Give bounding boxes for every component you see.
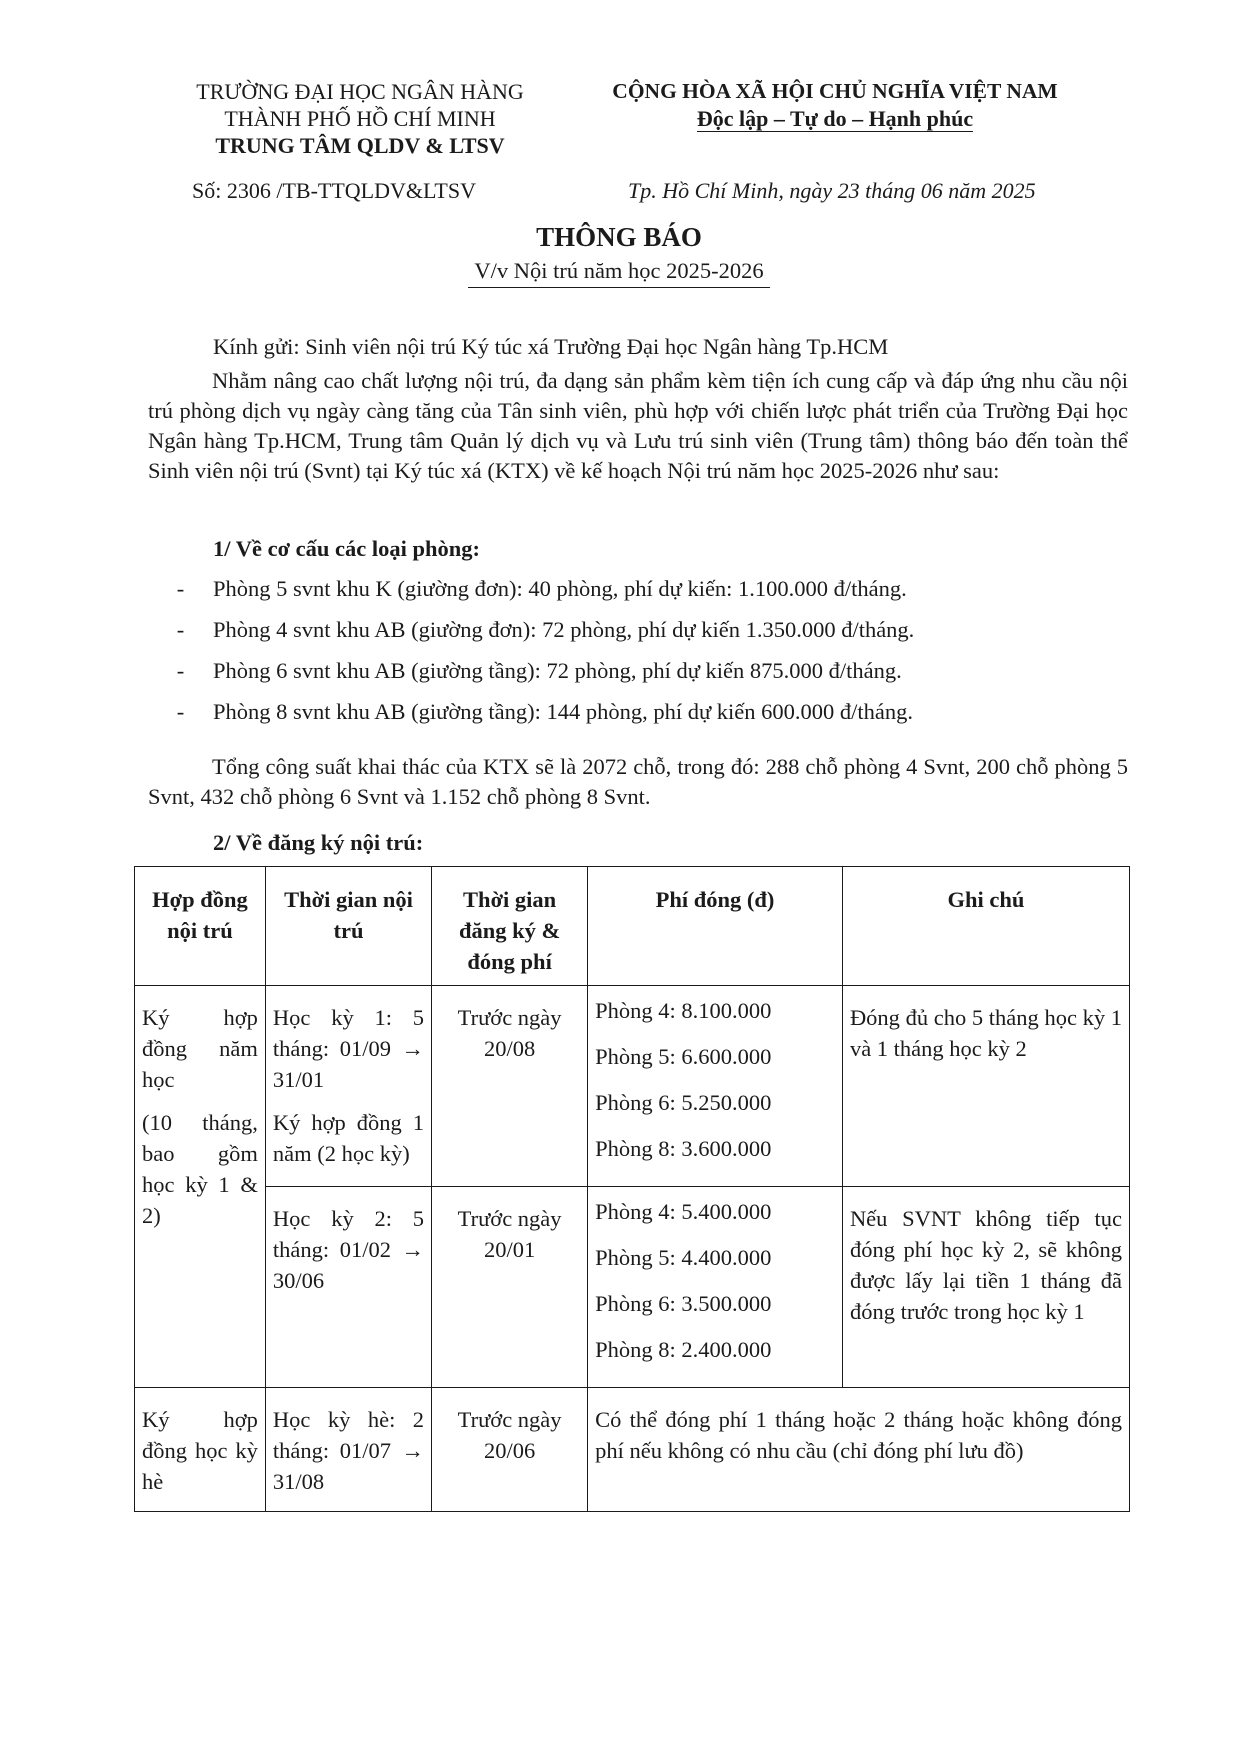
list-item xyxy=(148,699,1138,740)
cell-period-summer: Học kỳ hè: 2 tháng: 01/07 → 31/08 xyxy=(265,1388,431,1512)
fee-room-5: Phòng 5: 6.600.000 xyxy=(595,1044,772,1069)
cell-deadline-hk1: Trước ngày 20/08 xyxy=(432,986,588,1187)
cell-note-hk2: Nếu SVNT không tiếp tục đóng phí học kỳ 2, sẽ không được lấy lại tiền 1 tháng đã đóng trước trong học kỳ 1 xyxy=(842,1187,1129,1388)
list-item-text: Phòng 6 svnt khu AB (giường tầng): 72 phòng, phí dự kiến 875.000 đ/tháng. xyxy=(213,658,902,683)
list-item-text: Phòng 8 svnt khu AB (giường tầng): 144 phòng, phí dự kiến 600.000 đ/tháng. xyxy=(213,699,914,724)
list-item-text: Phòng 5 svnt khu K (giường đơn): 40 phòng, phí dự kiến: 1.100.000 đ/tháng. xyxy=(213,576,907,601)
dash-bullet: - xyxy=(176,658,185,683)
fee-room-8: Phòng 8: 2.400.000 xyxy=(595,1337,772,1362)
contract-year-note: (10 tháng, bao gồm học kỳ 1 & 2) xyxy=(142,1110,258,1228)
table-header-row xyxy=(135,867,1130,986)
list-item xyxy=(148,576,1138,617)
issuing-organization xyxy=(140,78,580,159)
fee-room-4: Phòng 4: 5.400.000 xyxy=(595,1199,772,1224)
document-number: Số: 2306 /TB-TTQLDV&LTSV xyxy=(192,178,476,203)
document-title: THÔNG BÁO xyxy=(536,222,702,252)
cell-contract-summer: Ký hợp đồng học kỳ hè xyxy=(135,1388,266,1512)
cell-contract-year xyxy=(135,986,266,1388)
dash-bullet: - xyxy=(176,699,185,724)
section-2-heading: 2/ Về đăng ký nội trú: xyxy=(213,830,424,855)
fee-room-5: Phòng 5: 4.400.000 xyxy=(595,1245,772,1270)
intro-paragraph: Nhằm nâng cao chất lượng nội trú, đa dạng sản phẩm kèm tiện ích cung cấp và đáp ứng nhu cầu nội trú phòng dịch vụ ngày càng tăng của Tân sinh viên, phù hợp với chiến lược phát triển của Trường Đại học Ngân hàng Tp.HCM, Trung tâm Quản lý dịch vụ và Lưu trú sinh viên (Trung tâm) thông báo đến toàn thể Sinh viên nội trú (Svnt) tại Ký túc xá (KTX) về kế hoạch Nội trú năm học 2025-2026 như sau: xyxy=(148,368,1128,483)
dash-bullet: - xyxy=(176,576,185,601)
capacity-paragraph: Tổng công suất khai thác của KTX sẽ là 2072 chỗ, trong đó: 288 chỗ phòng 4 Svnt, 200 chỗ phòng 5 Svnt, 432 chỗ phòng 6 Svnt và 1.152 chỗ phòng 8 Svnt. xyxy=(148,754,1128,809)
cell-period-hk1 xyxy=(265,986,431,1187)
registration-table xyxy=(134,866,1130,1512)
header-contract: Hợp đồng nội trú xyxy=(135,867,266,986)
table-row xyxy=(135,1388,1130,1512)
org-line-1: TRƯỜNG ĐẠI HỌC NGÂN HÀNG xyxy=(196,79,524,104)
dash-bullet: - xyxy=(176,617,185,642)
header-deadline: Thời gian đăng ký & đóng phí xyxy=(432,867,588,986)
table-row xyxy=(135,986,1130,1187)
room-types-list xyxy=(148,576,1138,740)
document-date: Tp. Hồ Chí Minh, ngày 23 tháng 06 năm 2025 xyxy=(628,178,1036,203)
cell-fees-hk1 xyxy=(588,986,843,1187)
period-hk1-text: Học kỳ 1: 5 tháng: 01/09 → 31/01 xyxy=(272,1005,425,1092)
national-motto xyxy=(585,78,1085,132)
fee-room-8: Phòng 8: 3.600.000 xyxy=(595,1136,772,1161)
cell-period-hk2: Học kỳ 2: 5 tháng: 01/02 → 30/06 xyxy=(265,1187,431,1388)
table-row xyxy=(135,1187,1130,1388)
cell-deadline-hk2: Trước ngày 20/01 xyxy=(432,1187,588,1388)
document-subject xyxy=(0,258,1238,288)
contract-year-label: Ký hợp đồng năm học xyxy=(142,1005,258,1092)
fee-room-6: Phòng 6: 3.500.000 xyxy=(595,1291,772,1316)
nation-title: CỘNG HÒA XÃ HỘI CHỦ NGHĨA VIỆT NAM xyxy=(612,79,1058,103)
cell-note-hk1: Đóng đủ cho 5 tháng học kỳ 1 và 1 tháng học kỳ 2 xyxy=(842,986,1129,1187)
period-hk1-note: Ký hợp đồng 1 năm (2 học kỳ) xyxy=(272,1110,425,1166)
fee-room-6: Phòng 6: 5.250.000 xyxy=(595,1090,772,1115)
fee-room-4: Phòng 4: 8.100.000 xyxy=(595,998,772,1023)
cell-note-summer: Có thể đóng phí 1 tháng hoặc 2 tháng hoặc không đóng phí nếu không có nhu cầu (chỉ đóng phí lưu đồ) xyxy=(588,1388,1130,1512)
list-item xyxy=(148,658,1138,699)
recipient-line: Kính gửi: Sinh viên nội trú Ký túc xá Trường Đại học Ngân hàng Tp.HCM xyxy=(213,334,889,359)
subject-text: V/v Nội trú năm học 2025-2026 xyxy=(468,258,769,288)
header-fee: Phí đóng (đ) xyxy=(588,867,843,986)
cell-deadline-summer: Trước ngày 20/06 xyxy=(432,1388,588,1512)
cell-fees-hk2 xyxy=(588,1187,843,1388)
list-item-text: Phòng 4 svnt khu AB (giường đơn): 72 phòng, phí dự kiến 1.350.000 đ/tháng. xyxy=(213,617,915,642)
org-line-3: TRUNG TÂM QLDV & LTSV xyxy=(215,133,505,158)
header-period: Thời gian nội trú xyxy=(265,867,431,986)
nation-motto: Độc lập – Tự do – Hạnh phúc xyxy=(696,106,974,131)
section-1-heading: 1/ Về cơ cấu các loại phòng: xyxy=(213,536,481,561)
org-line-2: THÀNH PHỐ HỒ CHÍ MINH xyxy=(224,106,496,131)
header-note: Ghi chú xyxy=(842,867,1129,986)
list-item xyxy=(148,617,1138,658)
